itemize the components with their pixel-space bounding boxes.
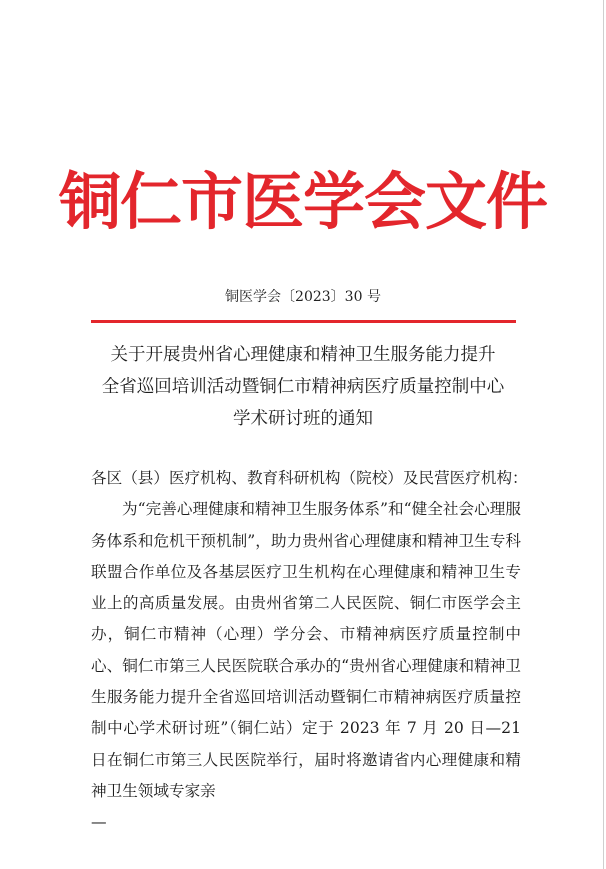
page-number: — xyxy=(91,813,107,832)
body-paragraph: 为“完善心理健康和精神卫生服务体系”和“健全社会心理服务体系和危机干预机制”，助力贵州省心理健康和精神卫生专科联盟合作单位及各基层医疗卫生机构在心理健康和精神卫生专业上的高质量发展。由贵州省第二人民医院、铜仁市医学会主办，铜仁市精神（心理）学分会、市精神病医疗质量控制中心、铜仁市第三人民医院联合承办的“贵州省心理健康和精神卫生服务能力提升全省巡回培训活动暨铜仁市精神病医疗质量控制中心学术研讨班”（铜仁站）定于 2023 年 7 月 20 日—21 日在铜仁市第三人民医院举行，届时将邀请省内心理健康和精神卫生领域专家亲 xyxy=(91,500,521,800)
notice-title-line: 关于开展贵州省心理健康和精神卫生服务能力提升 xyxy=(110,345,496,365)
notice-title xyxy=(0,339,606,435)
notice-title-line: 全省巡回培训活动暨铜仁市精神病医疗质量控制中心 xyxy=(101,377,505,397)
red-divider-line xyxy=(91,320,516,323)
notice-title-line: 学术研讨班的通知 xyxy=(233,409,373,429)
document-number: 铜医学会〔2023〕30 号 xyxy=(225,289,381,305)
document-masthead: 铜仁市医学会文件 xyxy=(58,165,547,238)
salutation: 各区（县）医疗机构、教育科研机构（院校）及民营医疗机构： xyxy=(91,469,528,487)
notice-body xyxy=(91,463,528,839)
